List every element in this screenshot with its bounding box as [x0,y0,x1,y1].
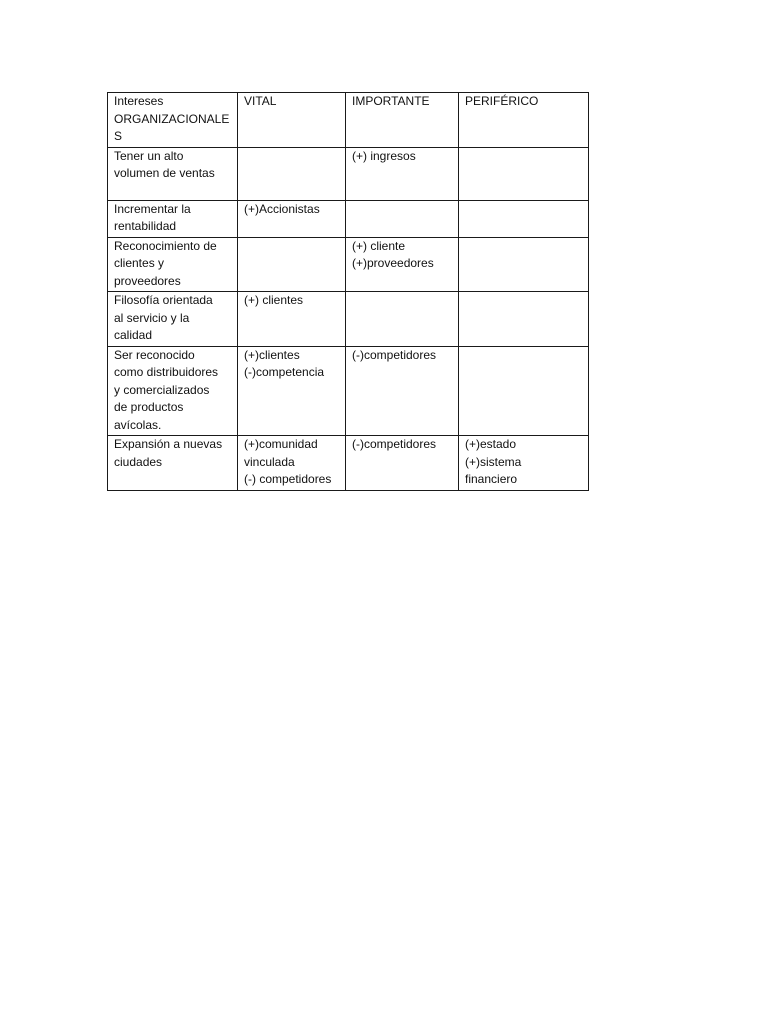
cell-line: (+) ingresos [352,148,416,163]
cell-line: (-) competidores [244,472,332,486]
cell-line: rentabilidad [114,219,177,233]
cell-line: (+)sistema [465,454,522,469]
cell-line: (-)competidores [352,347,437,362]
cell-vital [238,237,346,292]
cell-line: Expansión a nuevas [114,437,223,451]
cell-line: (+)comunidad [244,437,318,451]
cell-importante [346,200,459,237]
cell-interest [108,292,238,347]
cell-importante [346,292,459,347]
cell-interest [108,346,238,436]
cell-periferico [459,237,589,292]
cell-line: como distribuidores [114,365,219,379]
cell-line: (+)estado [465,437,517,451]
cell-line: vinculada [244,454,295,469]
cell-line: clientes y [114,256,165,270]
header-line: IMPORTANTE [352,94,430,108]
cell-periferico [459,436,589,491]
table-row [108,436,589,491]
cell-vital [238,147,346,200]
cell-interest [108,237,238,292]
table-row [108,237,589,292]
header-cell-interests [108,93,238,148]
header-line: Intereses [114,94,164,108]
cell-line: de productos [114,400,184,414]
cell-periferico [459,346,589,436]
cell-line: al servicio y la [114,310,190,325]
header-cell-periferico [459,93,589,148]
cell-line: calidad [114,328,153,342]
cell-line: (+) cliente [352,238,406,253]
cell-line: (+)Accionistas [244,201,320,216]
cell-vital [238,200,346,237]
header-row [108,93,589,148]
cell-importante [346,436,459,491]
cell-line: Tener un alto [114,148,184,163]
header-line: PERIFÉRICO [465,94,539,108]
cell-vital [238,292,346,347]
cell-periferico [459,292,589,347]
cell-line: (-)competidores [352,437,437,451]
interests-matrix-table [107,92,589,491]
cell-interest [108,147,238,200]
cell-line: avícolas. [114,417,162,432]
cell-periferico [459,200,589,237]
header-cell-vital [238,93,346,148]
cell-importante [346,237,459,292]
cell-line: Reconocimiento de [114,238,217,253]
cell-importante [346,147,459,200]
cell-interest [108,200,238,237]
cell-line: financiero [465,472,518,486]
cell-line: y comercializados [114,382,210,397]
cell-line: Incrementar la [114,201,191,216]
cell-line: (+)clientes [244,347,300,362]
cell-line: ciudades [114,454,163,469]
cell-line: (+) clientes [244,293,304,307]
cell-importante [346,346,459,436]
cell-vital [238,346,346,436]
header-line: VITAL [244,94,277,108]
table-row [108,147,589,200]
header-line: S [114,129,123,143]
cell-line: (+)proveedores [352,256,434,270]
cell-interest [108,436,238,491]
cell-line: Ser reconocido [114,347,195,362]
cell-line: proveedores [114,273,181,288]
header-line: ORGANIZACIONALE [114,111,230,126]
cell-line: (-)competencia [244,365,325,379]
cell-periferico [459,147,589,200]
table-row [108,200,589,237]
table-row [108,346,589,436]
cell-line: volumen de ventas [114,166,215,180]
header-cell-importante [346,93,459,148]
matrix-body [108,93,589,491]
cell-vital [238,436,346,491]
cell-line: Filosofía orientada [114,293,213,307]
table-row [108,292,589,347]
